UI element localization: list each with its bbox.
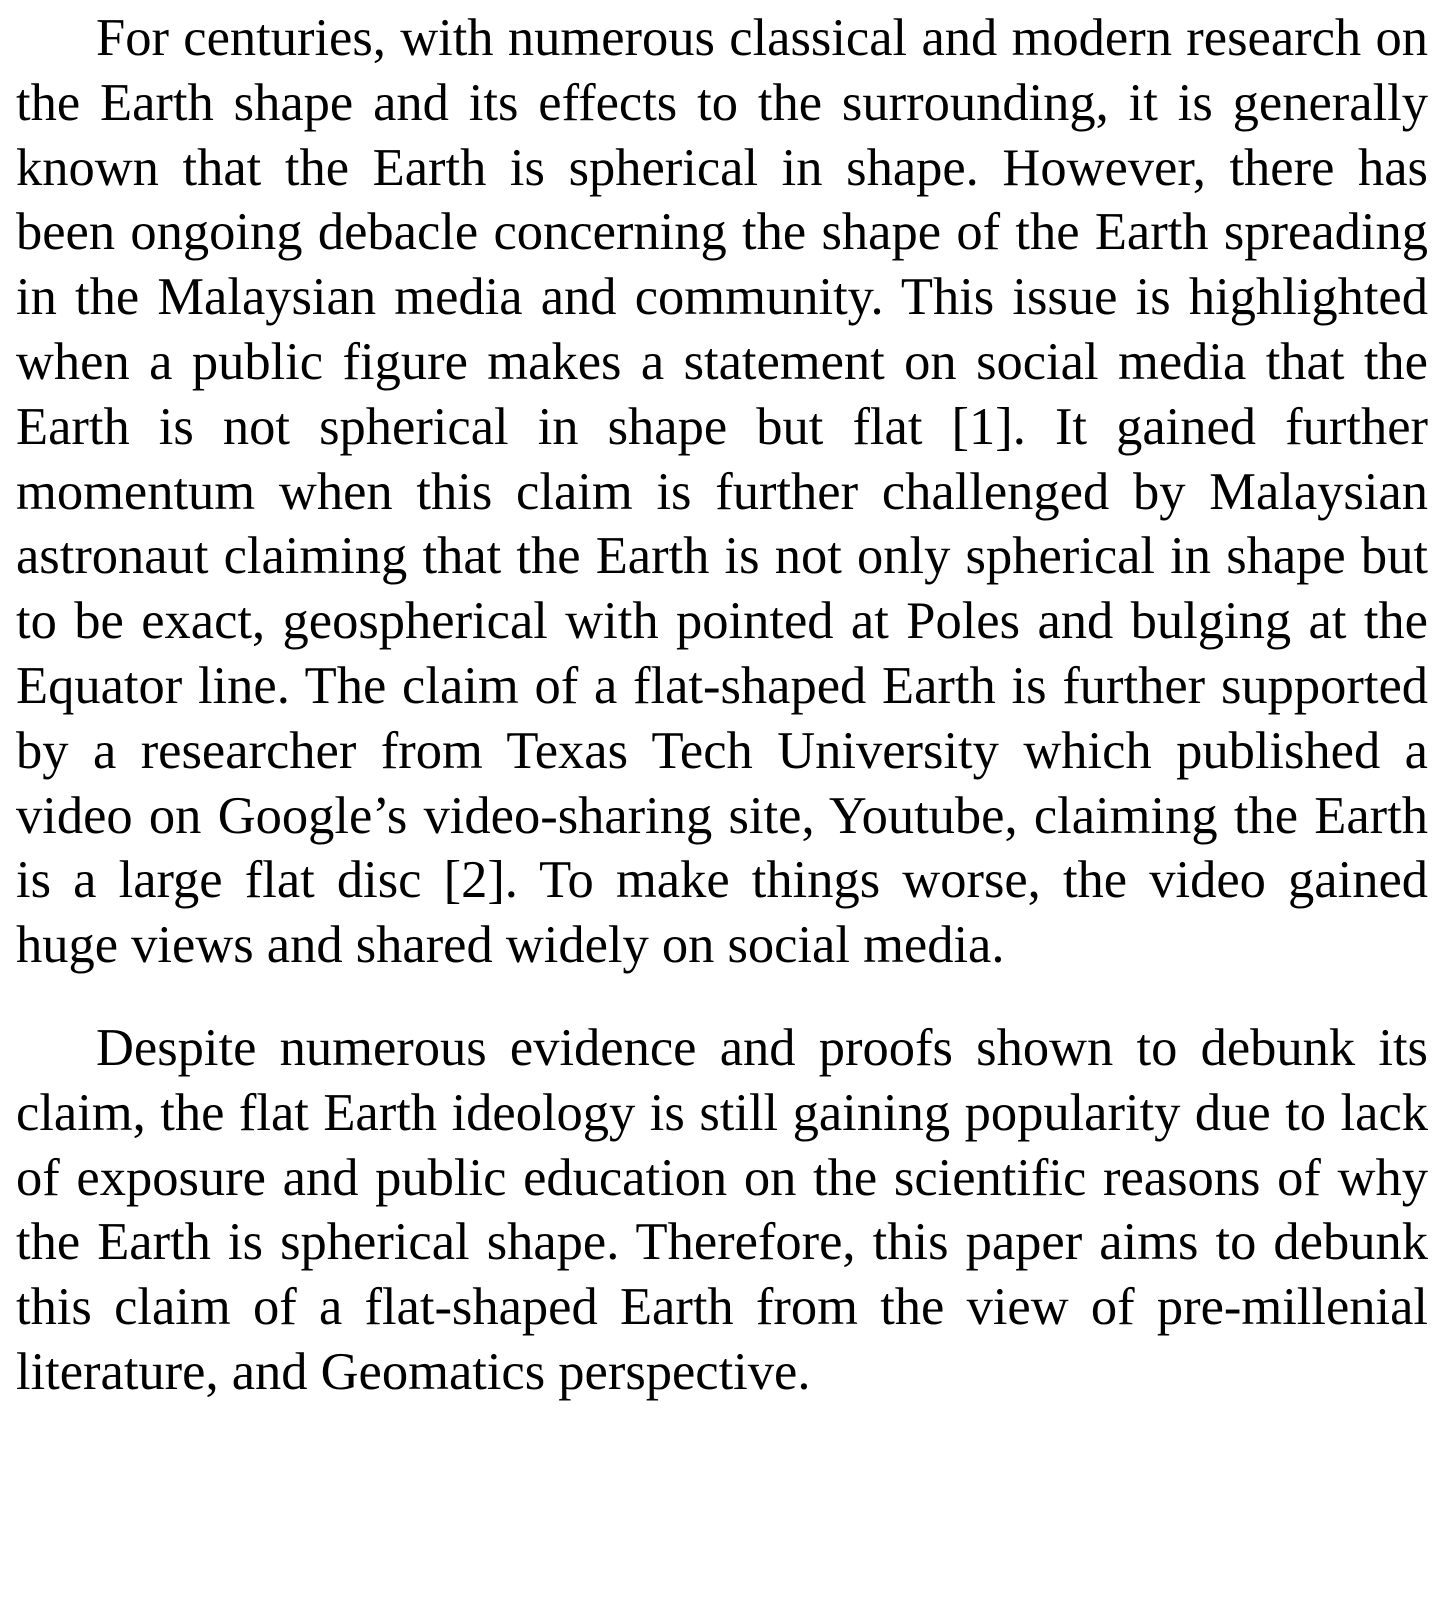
document-page <box>16 6 1428 1405</box>
paragraph-aim: Despite numerous evidence and proofs shown to debunk its claim, the flat Earth ideology is still gaining popularity due to lack of exposure and public education on the scientific reasons of why the Earth is spherical shape. Therefore, this paper aims to debunk this claim of a flat-shaped Earth from the view of pre-millenial literature, and Geomatics perspective. <box>16 1018 1428 1401</box>
paragraph-intro: For centuries, with numerous classical and modern research on the Earth shape and its effects to the surrounding, it is generally known that the Earth is spherical in shape. However, there has been ongoing debacle concerning the shape of the Earth spreading in the Malaysian media and community. This issue is highlighted when a public figure makes a statement on social media that the Earth is not spherical in shape but flat [1]. It gained further momentum when this claim is further challenged by Malaysian astronaut claiming that the Earth is not only spherical in shape but to be exact, geospherical with pointed at Poles and bulging at the Equator line. The claim of a flat-shaped Earth is further supported by a researcher from Texas Tech University which published a video on Google’s video-sharing site, Youtube, claiming the Earth is a large flat disc [2]. To make things worse, the video gained huge views and shared widely on social media. <box>16 9 1428 975</box>
